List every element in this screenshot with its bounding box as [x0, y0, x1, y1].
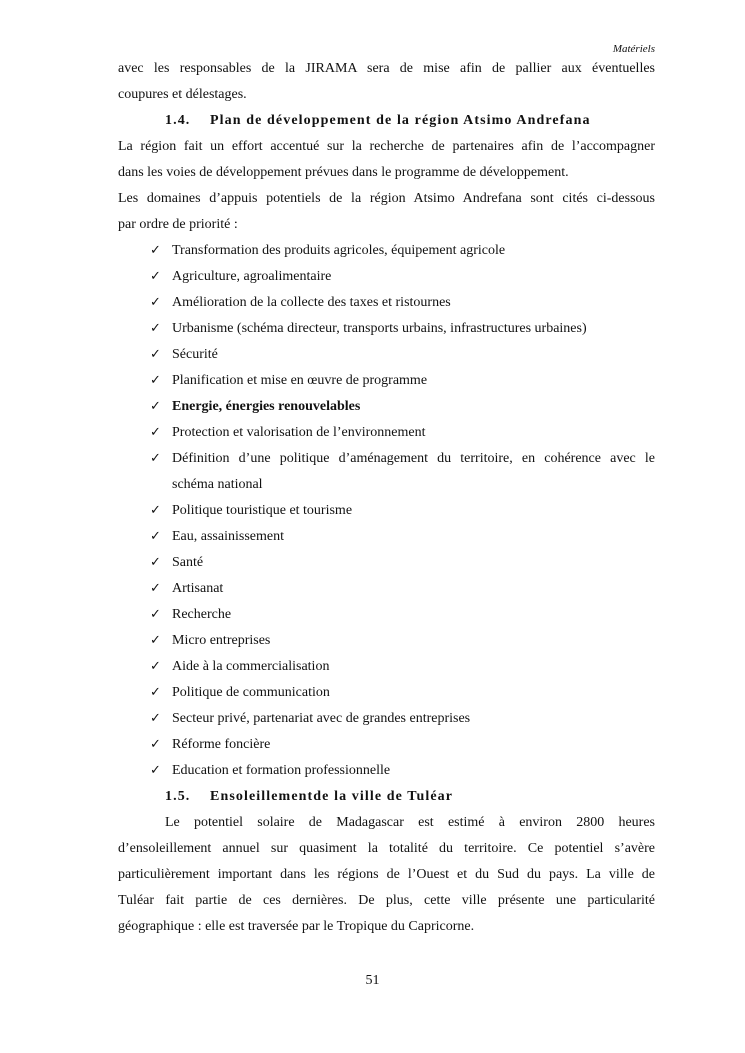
- paragraph-line: d’ensoleillement annuel sur quasiment la totalité du territoire. Ce potentiel s’avère: [118, 841, 655, 856]
- list-item: ✓ Artisanat: [118, 576, 655, 602]
- section-number: 1.4.: [165, 113, 191, 128]
- paragraph-line: Les domaines d’appuis potentiels de la région Atsimo Andrefana sont cités ci-dessous: [118, 191, 655, 206]
- page-number: 51: [365, 973, 380, 988]
- list-item: ✓ Recherche: [118, 602, 655, 628]
- checkmark-icon: ✓: [150, 373, 161, 388]
- checkmark-icon: ✓: [150, 581, 161, 596]
- paragraph-line: par ordre de priorité :: [118, 217, 238, 232]
- paragraph-line: particulièrement important dans les régions de l’Ouest et du Sud du pays. La ville de: [118, 867, 655, 882]
- paragraph-line: Le potentiel solaire de Madagascar est estimé à environ 2800 heures: [165, 815, 655, 830]
- list-item: ✓ Transformation des produits agricoles, équipement agricole: [118, 238, 655, 264]
- list-item: ✓ Définition d’une politique d’aménagement du territoire, en cohérence avec le schéma national: [118, 446, 655, 498]
- checkmark-icon: ✓: [150, 321, 161, 336]
- checkmark-icon: ✓: [150, 347, 161, 362]
- list-item: ✓ Planification et mise en œuvre de programme: [118, 368, 655, 394]
- list-item: ✓ Réforme foncière: [118, 732, 655, 758]
- page-body: [118, 56, 655, 940]
- checkmark-icon: ✓: [150, 425, 161, 440]
- checkmark-icon: ✓: [150, 529, 161, 544]
- list-item: ✓ Politique de communication: [118, 680, 655, 706]
- priority-list: [118, 238, 655, 784]
- checkmark-icon: ✓: [150, 737, 161, 752]
- intro-line-2: coupures et délestages.: [118, 87, 247, 102]
- checkmark-icon: ✓: [150, 711, 161, 726]
- section-number: 1.5.: [165, 789, 191, 804]
- checkmark-icon: ✓: [150, 243, 161, 258]
- list-item: ✓ Eau, assainissement: [118, 524, 655, 550]
- checkmark-icon: ✓: [150, 633, 161, 648]
- list-item: ✓ Protection et valorisation de l’environnement: [118, 420, 655, 446]
- list-item: ✓ Santé: [118, 550, 655, 576]
- section-title: Ensoleillementde la ville de Tuléar: [210, 789, 454, 804]
- paragraph-line: géographique : elle est traversée par le Tropique du Capricorne.: [118, 919, 475, 934]
- list-item: ✓ Aide à la commercialisation: [118, 654, 655, 680]
- intro-line-1: avec les responsables de la JIRAMA sera de mise afin de pallier aux éventuelles: [118, 61, 655, 76]
- list-item: ✓ Agriculture, agroalimentaire: [118, 264, 655, 290]
- list-item: ✓ Secteur privé, partenariat avec de grandes entreprises: [118, 706, 655, 732]
- paragraph-line: dans les voies de développement prévues dans le programme de développement.: [118, 165, 569, 180]
- list-item: ✓ Education et formation professionnelle: [118, 758, 655, 784]
- checkmark-icon: ✓: [150, 659, 161, 674]
- section-heading-1-5: [118, 784, 655, 810]
- checkmark-icon: ✓: [150, 269, 161, 284]
- section-title: Plan de développement de la région Atsimo Andrefana: [210, 113, 591, 128]
- list-item: ✓ Micro entreprises: [118, 628, 655, 654]
- list-item: ✓ Urbanisme (schéma directeur, transports urbains, infrastructures urbaines): [118, 316, 655, 342]
- running-header: Matériels: [612, 43, 655, 55]
- section-heading-1-4: [118, 108, 655, 134]
- list-item: ✓ Amélioration de la collecte des taxes et ristournes: [118, 290, 655, 316]
- list-item: ✓ Sécurité: [118, 342, 655, 368]
- paragraph-line: La région fait un effort accentué sur la recherche de partenaires afin de l’accompagner: [118, 139, 655, 154]
- checkmark-icon: ✓: [150, 451, 161, 466]
- checkmark-icon: ✓: [150, 399, 161, 414]
- list-item: ✓ Energie, énergies renouvelables: [118, 394, 655, 420]
- checkmark-icon: ✓: [150, 503, 161, 518]
- paragraph-line: Tuléar fait partie de ces dernières. De plus, cette ville présente une particularité: [118, 893, 655, 908]
- checkmark-icon: ✓: [150, 763, 161, 778]
- checkmark-icon: ✓: [150, 685, 161, 700]
- checkmark-icon: ✓: [150, 555, 161, 570]
- list-item: ✓ Politique touristique et tourisme: [118, 498, 655, 524]
- checkmark-icon: ✓: [150, 295, 161, 310]
- checkmark-icon: ✓: [150, 607, 161, 622]
